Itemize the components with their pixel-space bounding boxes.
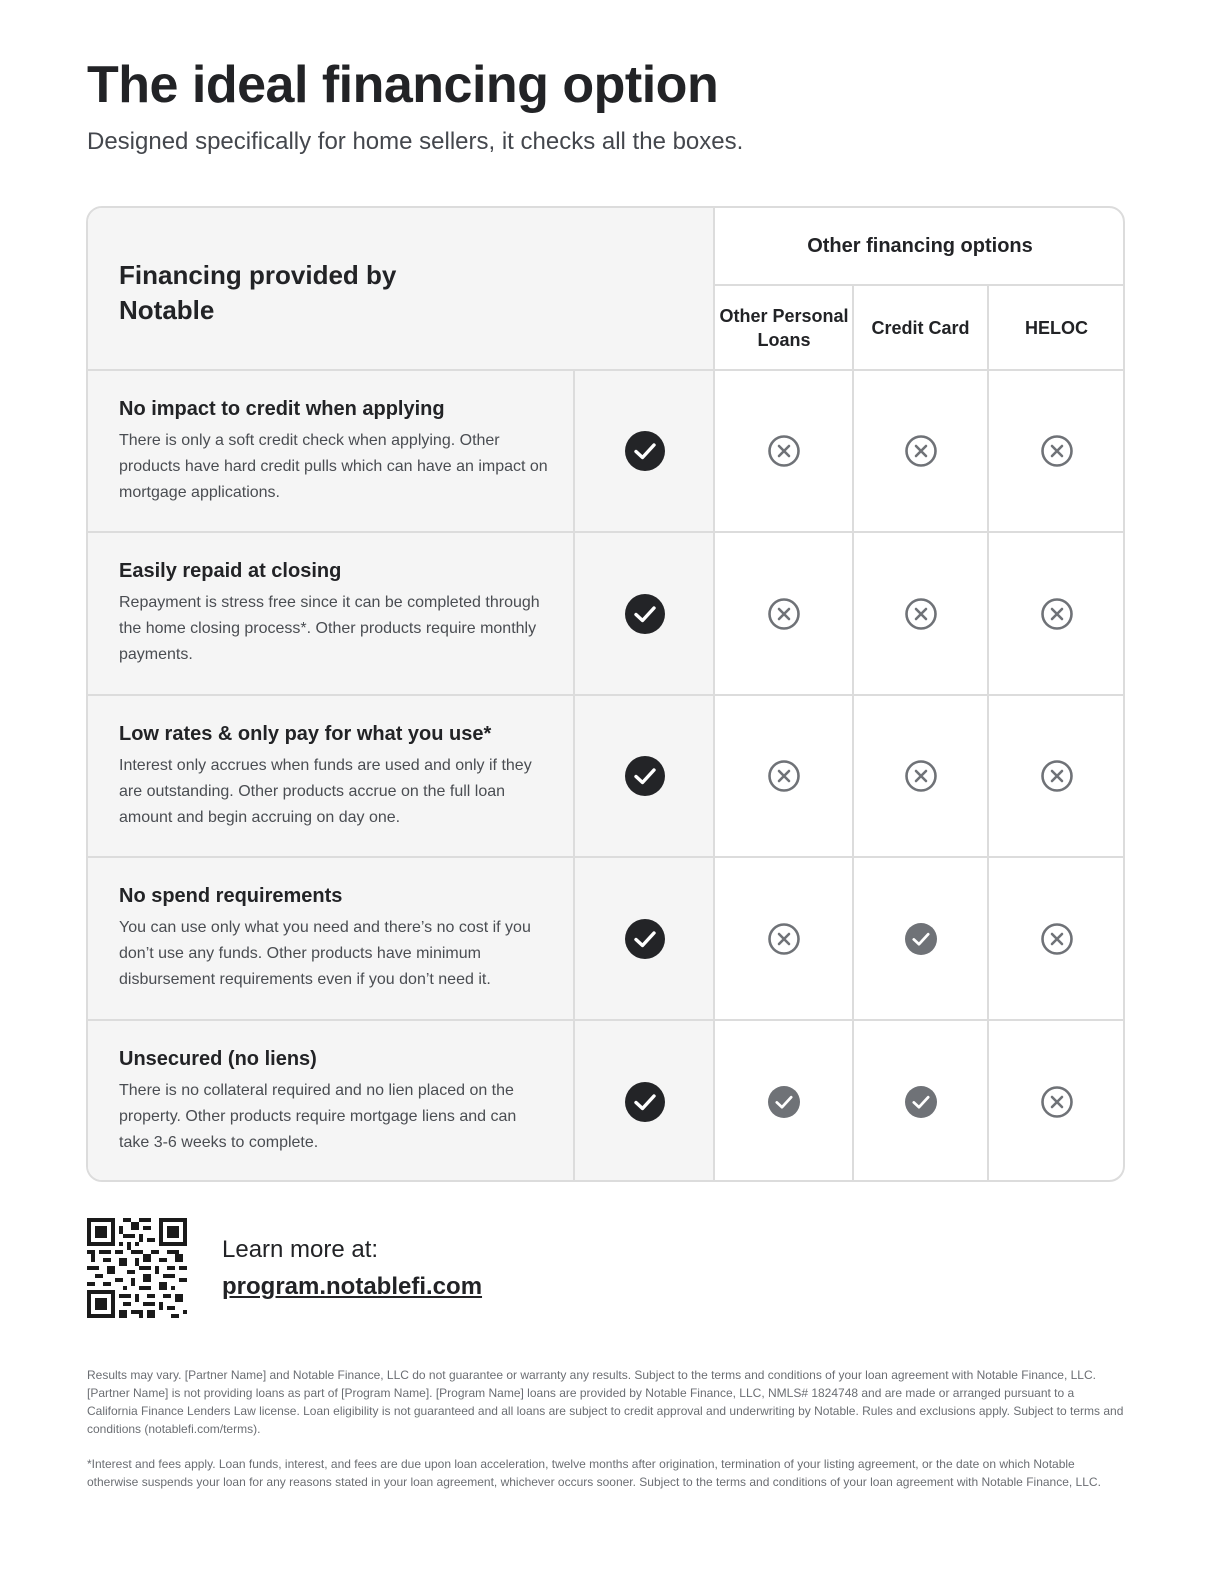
- footnote-text: *Interest and fees apply. Loan funds, interest, and fees are due upon loan acceleration, twelve months after origination, termination of your listing agreement, or the date on which Notable otherwise suspends your loan for any reasons stated in your loan agreement, whichever occurs sooner. Subject to the terms and conditions of your loan agreement with Notable Finance, LLC.: [87, 1457, 1101, 1489]
- personal-loans-x-icon: [715, 533, 853, 694]
- column-header-personal-loans: Other Personal Loans: [719, 306, 849, 350]
- other-options-header: Other financing options: [715, 208, 1125, 286]
- notable-check-icon: [574, 1021, 715, 1182]
- credit-card-x-icon: [853, 533, 988, 694]
- row-title: Low rates & only pay for what you use*: [119, 723, 492, 745]
- page-subtitle: Designed specifically for home sellers, it checks all the boxes.: [87, 128, 744, 155]
- notable-check-icon: [574, 696, 715, 856]
- row-title: Easily repaid at closing: [119, 560, 342, 582]
- learn-more-label: Learn more at:: [222, 1236, 379, 1263]
- credit-card-check-icon: [853, 858, 988, 1019]
- heloc-x-icon: [988, 696, 1125, 856]
- row-title: No impact to credit when applying: [119, 398, 445, 420]
- table-row-label: [119, 883, 549, 993]
- heloc-x-icon: [988, 533, 1125, 694]
- credit-card-x-icon: [853, 696, 988, 856]
- column-header-credit-card: Credit Card: [871, 318, 970, 338]
- notable-check-icon: [574, 533, 715, 694]
- row-description: Interest only accrues when funds are used and only if they are outstanding. Other products accrue on the full loan amount and begin accruing on day one.: [119, 757, 532, 826]
- row-description: There is only a soft credit check when applying. Other products have hard credit pulls which can have an impact on mortgage applications.: [119, 432, 548, 501]
- heloc-x-icon: [988, 858, 1125, 1019]
- heloc-x-icon: [988, 370, 1125, 531]
- personal-loans-check-icon: [715, 1021, 853, 1182]
- page-title: The ideal financing option: [87, 56, 719, 114]
- table-row-label: [119, 396, 549, 506]
- credit-card-x-icon: [853, 370, 988, 531]
- row-description: You can use only what you need and there’s no cost if you don’t use any funds. Other products have minimum disbursement requirements even if you don’t need it.: [119, 919, 531, 988]
- notable-check-icon: [574, 370, 715, 531]
- notable-check-icon: [574, 858, 715, 1019]
- comparison-table: [86, 206, 1125, 1182]
- row-title: No spend requirements: [119, 885, 343, 907]
- table-row-label: [119, 558, 549, 668]
- personal-loans-x-icon: [715, 696, 853, 856]
- table-row-label: [119, 721, 549, 831]
- row-title: Unsecured (no liens): [119, 1048, 317, 1070]
- personal-loans-x-icon: [715, 370, 853, 531]
- row-description: Repayment is stress free since it can be completed through the home closing process*. Other products require monthly payments.: [119, 594, 540, 663]
- qr-code-icon[interactable]: [87, 1218, 187, 1318]
- table-row-label: [119, 1046, 549, 1156]
- program-link[interactable]: program.notablefi.com: [222, 1273, 483, 1300]
- disclaimer-text: Results may vary. [Partner Name] and Notable Finance, LLC do not guarantee or warranty any results. Subject to the terms and conditions of your loan agreement with Notable Finance, LLC. [Partner Name] is not providing loans as part of [Program Name]. [Program Name] loans are provided by Notable Finance, LLC, NMLS# 1824748 and are made or arranged pursuant to a California Finance Lenders Law license. Loan eligibility is not guaranteed and all loans are subject to credit approval and underwriting by Notable. Rules and exclusions apply. Subject to terms and conditions (notablefi.com/terms).: [87, 1368, 1124, 1436]
- personal-loans-x-icon: [715, 858, 853, 1019]
- heloc-x-icon: [988, 1021, 1125, 1182]
- notable-column-header: Financing provided by Notable: [119, 260, 397, 325]
- column-header-heloc: HELOC: [1025, 318, 1088, 338]
- row-description: There is no collateral required and no lien placed on the property. Other products require mortgage liens and can take 3-6 weeks to complete.: [119, 1082, 517, 1151]
- credit-card-check-icon: [853, 1021, 988, 1182]
